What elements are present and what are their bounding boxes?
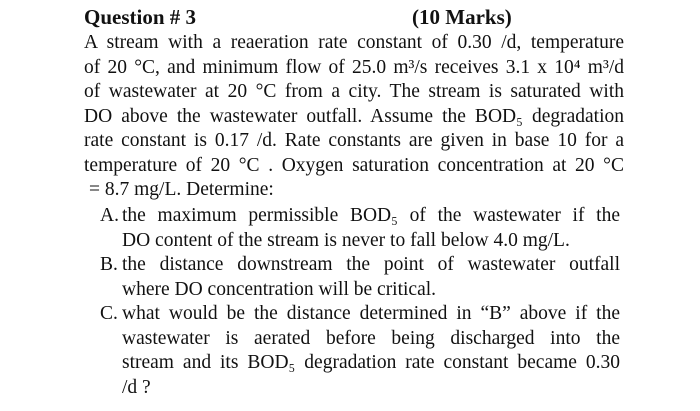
body-line-6: temperature of 20 °C . Oxygen saturation concentration at 20 °C xyxy=(84,154,624,176)
part-a-line-2: DO content of the stream is never to fall below 4.0 mg/L. xyxy=(122,229,570,251)
part-b-line-2: where DO concentration will be critical. xyxy=(122,278,437,300)
part-b-line-1: the distance downstream the point of wastewater outfall xyxy=(122,254,620,275)
question-header xyxy=(84,4,554,30)
question-body xyxy=(84,31,624,203)
question-title: Question # 3 xyxy=(84,5,197,29)
part-c-line-4: /d ? xyxy=(122,376,151,398)
body-line-1: A stream with a reaeration rate constant of 0.30 /d, temperature xyxy=(84,32,624,53)
part-a xyxy=(100,204,620,253)
part-c-line-3: stream and its BOD₅ degradation rate constant became 0.30 xyxy=(122,352,620,373)
part-b-letter: B. xyxy=(100,254,118,275)
question-parts-list xyxy=(100,204,620,400)
body-line-7: = 8.7 mg/L. Determine: xyxy=(89,179,274,200)
part-a-line-1: the maximum permissible BOD₅ of the wastewater if the xyxy=(122,205,620,226)
part-c xyxy=(100,302,620,400)
body-line-5: rate constant is 0.17 /d. Rate constants are given in base 10 for a xyxy=(84,130,624,151)
question-marks: (10 Marks) xyxy=(412,5,512,29)
part-a-letter: A. xyxy=(100,205,119,226)
body-line-4: DO above the wastewater outfall. Assume the BOD₅ degradation xyxy=(84,105,624,127)
part-c-line-2: wastewater is aerated before being discharged into the xyxy=(122,327,620,349)
part-c-letter: C. xyxy=(100,303,118,324)
body-line-2: of 20 °C, and minimum flow of 25.0 m³/s receives 3.1 x 10⁴ m³/d xyxy=(84,56,624,78)
part-b xyxy=(100,253,620,302)
body-line-3: of wastewater at 20 °C from a city. The stream is saturated with xyxy=(84,81,624,102)
part-c-line-1: what would be the distance determined in “B” above if the xyxy=(122,303,620,324)
